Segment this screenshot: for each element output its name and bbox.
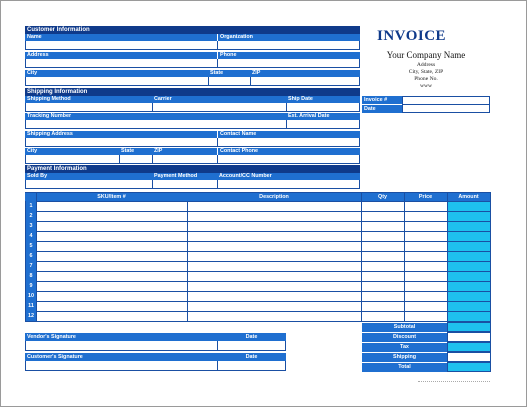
account-number-field[interactable] bbox=[217, 180, 360, 189]
company-city-state-zip: City, State, ZIP bbox=[408, 69, 444, 75]
row-number: 12 bbox=[28, 313, 34, 319]
discount-field[interactable] bbox=[447, 332, 491, 342]
tax-value bbox=[447, 342, 491, 352]
customer-state-field[interactable] bbox=[208, 77, 251, 86]
customer-zip-field[interactable] bbox=[250, 77, 360, 86]
col-divider bbox=[447, 193, 448, 322]
discount-label: Discount bbox=[362, 333, 447, 342]
customer-signature-field[interactable] bbox=[25, 361, 218, 371]
row-number: 6 bbox=[26, 251, 36, 261]
contact-phone-label: Contact Phone bbox=[218, 148, 360, 155]
table-row-line bbox=[25, 281, 491, 282]
col-sku: SKU/Item # bbox=[36, 193, 187, 201]
customer-phone-label: Phone bbox=[218, 52, 360, 59]
table-row-line bbox=[25, 221, 491, 222]
table-row-line bbox=[25, 311, 491, 312]
customer-organization-label: Organization bbox=[218, 34, 360, 41]
carrier-label: Carrier bbox=[152, 96, 286, 103]
customer-info-header: Customer Information bbox=[25, 26, 360, 34]
col-qty: Qty bbox=[361, 193, 404, 201]
customer-zip-label: ZIP bbox=[250, 70, 360, 77]
payment-method-label: Payment Method bbox=[152, 173, 217, 180]
carrier-field[interactable] bbox=[152, 103, 287, 112]
col-price: Price bbox=[404, 193, 447, 201]
ship-date-label: Ship Date bbox=[286, 96, 360, 103]
table-row-line bbox=[25, 211, 491, 212]
table-row-line bbox=[25, 271, 491, 272]
subtotal-label: Subtotal bbox=[362, 323, 447, 332]
row-number: 3 bbox=[26, 221, 36, 231]
customer-date-label: Date bbox=[217, 353, 286, 361]
col-divider bbox=[361, 193, 362, 322]
table-row-line bbox=[25, 291, 491, 292]
company-name: Your Company Name bbox=[386, 50, 466, 60]
payment-method-field[interactable] bbox=[152, 180, 218, 189]
shipping-address-field[interactable] bbox=[25, 138, 218, 147]
invoice-number-label: Invoice # bbox=[362, 96, 402, 104]
customer-name-label: Name bbox=[25, 34, 217, 41]
col-divider bbox=[36, 193, 37, 322]
tax-label: Tax bbox=[362, 343, 447, 352]
col-amount: Amount bbox=[447, 193, 490, 201]
company-website: www bbox=[419, 83, 433, 89]
shipping-state-field[interactable] bbox=[119, 155, 153, 164]
sold-by-field[interactable] bbox=[25, 180, 153, 189]
customer-city-field[interactable] bbox=[25, 77, 209, 86]
row-number: 8 bbox=[26, 271, 36, 281]
row-number: 9 bbox=[26, 281, 36, 291]
est-arrival-date-label: Est. Arrival Date bbox=[286, 113, 360, 120]
footer-mark bbox=[418, 378, 490, 382]
row-number: 1 bbox=[26, 201, 36, 211]
corner-cell bbox=[25, 193, 36, 201]
row-number: 11 bbox=[26, 301, 36, 311]
ship-date-field[interactable] bbox=[286, 103, 360, 112]
vendor-date-label: Date bbox=[217, 333, 286, 341]
tracking-number-field[interactable] bbox=[25, 120, 287, 129]
table-row-line bbox=[25, 301, 491, 302]
est-arrival-date-field[interactable] bbox=[286, 120, 360, 129]
row-number: 7 bbox=[26, 261, 36, 271]
customer-address-field[interactable] bbox=[25, 59, 218, 68]
shipping-address-label: Shipping Address bbox=[25, 131, 217, 138]
row-number: 2 bbox=[26, 211, 36, 221]
customer-phone-field[interactable] bbox=[217, 59, 360, 68]
customer-state-label: State bbox=[208, 70, 250, 77]
customer-organization-field[interactable] bbox=[217, 41, 360, 50]
contact-phone-field[interactable] bbox=[217, 155, 360, 164]
shipping-cost-field[interactable] bbox=[447, 352, 491, 362]
invoice-date-label: Date bbox=[362, 105, 402, 113]
contact-name-field[interactable] bbox=[217, 138, 360, 147]
shipping-city-field[interactable] bbox=[25, 155, 120, 164]
row-number: 4 bbox=[26, 231, 36, 241]
table-row-line bbox=[25, 201, 491, 202]
invoice-date-field[interactable] bbox=[402, 104, 490, 113]
customer-date-field[interactable] bbox=[217, 361, 286, 371]
customer-signature-label: Customer's Signature bbox=[25, 353, 217, 361]
col-description: Description bbox=[187, 193, 361, 201]
table-row-line bbox=[25, 231, 491, 232]
customer-address-label: Address bbox=[25, 52, 217, 59]
subtotal-value bbox=[447, 322, 491, 332]
customer-name-field[interactable] bbox=[25, 41, 218, 50]
shipping-city-label: City bbox=[25, 148, 119, 155]
contact-name-label: Contact Name bbox=[218, 131, 360, 138]
shipping-cost-label: Shipping bbox=[362, 353, 447, 362]
company-address: Address bbox=[416, 62, 436, 68]
total-label: Total bbox=[362, 363, 447, 372]
invoice-title: INVOICE bbox=[377, 28, 447, 44]
col-divider bbox=[404, 193, 405, 322]
table-row-line bbox=[25, 261, 491, 262]
payment-info-header: Payment Information bbox=[25, 165, 360, 173]
shipping-state-label: State bbox=[119, 148, 152, 155]
vendor-signature-field[interactable] bbox=[25, 341, 218, 351]
row-number: 5 bbox=[26, 241, 36, 251]
shipping-info-header: Shipping Information bbox=[25, 88, 360, 96]
account-number-label: Account/CC Number bbox=[217, 173, 360, 180]
shipping-zip-field[interactable] bbox=[152, 155, 218, 164]
total-value bbox=[447, 362, 491, 372]
row-number: 10 bbox=[28, 293, 34, 299]
tracking-number-label: Tracking Number bbox=[25, 113, 286, 120]
shipping-method-field[interactable] bbox=[25, 103, 153, 112]
table-row-line bbox=[25, 241, 491, 242]
shipping-method-label: Shipping Method bbox=[25, 96, 152, 103]
shipping-zip-label: ZIP bbox=[152, 148, 217, 155]
vendor-signature-label: Vendor's Signature bbox=[25, 333, 217, 341]
table-row-line bbox=[25, 321, 491, 322]
table-row-line bbox=[25, 251, 491, 252]
sold-by-label: Sold By bbox=[25, 173, 152, 180]
vendor-date-field[interactable] bbox=[217, 341, 286, 351]
customer-city-label: City bbox=[25, 70, 208, 77]
col-divider bbox=[187, 201, 188, 322]
company-phone: Phone No. bbox=[414, 76, 438, 82]
